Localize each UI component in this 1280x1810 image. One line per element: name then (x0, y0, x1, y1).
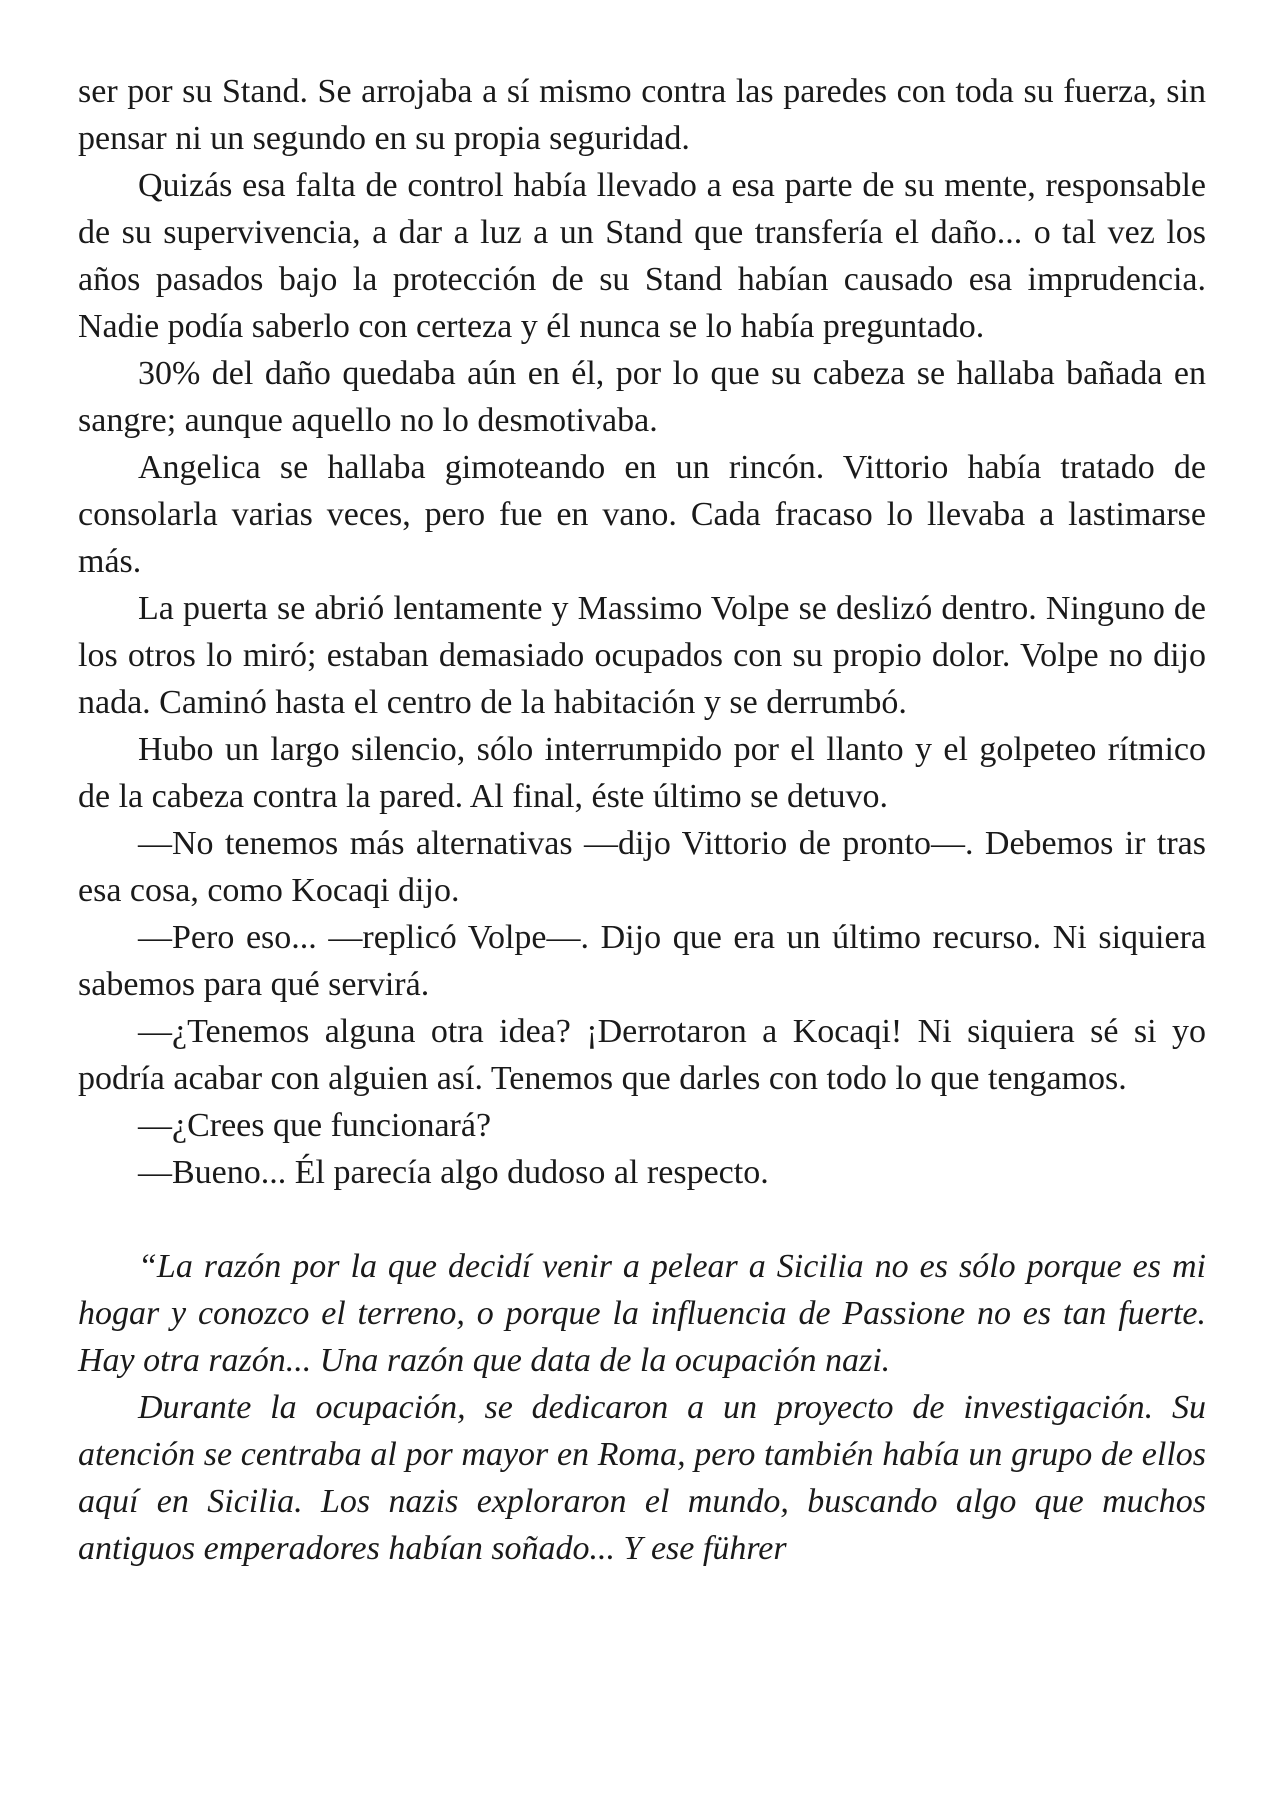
dialogue-line: —Pero eso... —replicó Volpe—. Dijo que era un último recurso. Ni siquiera sabemos para qué servirá. (78, 919, 1206, 1003)
paragraph: Quizás esa falta de control había llevado a esa parte de su mente, responsable de su supervivencia, a dar a luz a un Stand que transfería el daño... o tal vez los años pasados bajo la protección de su Stand habían causado esa imprudencia. Nadie podía saberlo con certeza y él nunca se lo había preguntado. (78, 167, 1206, 345)
paragraph: Angelica se hallaba gimoteando en un rincón. Vittorio había tratado de consolarla varias veces, pero fue en vano. Cada fracaso lo llevaba a lastimarse más. (78, 449, 1206, 580)
dialogue-line: —No tenemos más alternativas —dijo Vittorio de pronto—. Debemos ir tras esa cosa, como Kocaqi dijo. (78, 825, 1206, 909)
page-body (78, 68, 1206, 1572)
italic-paragraph: Durante la ocupación, se dedicaron a un proyecto de investigación. Su atención se centraba al por mayor en Roma, pero también había un grupo de ellos aquí en Sicilia. Los nazis exploraron el mundo, buscando algo que muchos antiguos emperadores habían soñado... Y ese führer (78, 1389, 1206, 1567)
dialogue-line: —¿Tenemos alguna otra idea? ¡Derrotaron a Kocaqi! Ni siquiera sé si yo podría acabar con alguien así. Tenemos que darles con todo lo que tengamos. (78, 1013, 1206, 1097)
paragraph: La puerta se abrió lentamente y Massimo Volpe se deslizó dentro. Ninguno de los otros lo miró; estaban demasiado ocupados con su propio dolor. Volpe no dijo nada. Caminó hasta el centro de la habitación y se derrumbó. (78, 590, 1206, 721)
italic-paragraph: “La razón por la que decidí venir a pelear a Sicilia no es sólo porque es mi hogar y conozco el terreno, o porque la influencia de Passione no es tan fuerte. Hay otra razón... Una razón que data de la ocupación nazi. (78, 1248, 1206, 1379)
dialogue-line: —Bueno... Él parecía algo dudoso al respecto. (138, 1154, 769, 1191)
quoted-italic-section (78, 1243, 1206, 1572)
paragraph: Hubo un largo silencio, sólo interrumpido por el llanto y el golpeteo rítmico de la cabeza contra la pared. Al final, éste último se detuvo. (78, 731, 1206, 815)
paragraph: 30% del daño quedaba aún en él, por lo que su cabeza se hallaba bañada en sangre; aunque aquello no lo desmotivaba. (78, 355, 1206, 439)
paragraph: ser por su Stand. Se arrojaba a sí mismo contra las paredes con toda su fuerza, sin pensar ni un segundo en su propia seguridad. (78, 73, 1206, 157)
dialogue-line: —¿Crees que funcionará? (138, 1107, 492, 1144)
